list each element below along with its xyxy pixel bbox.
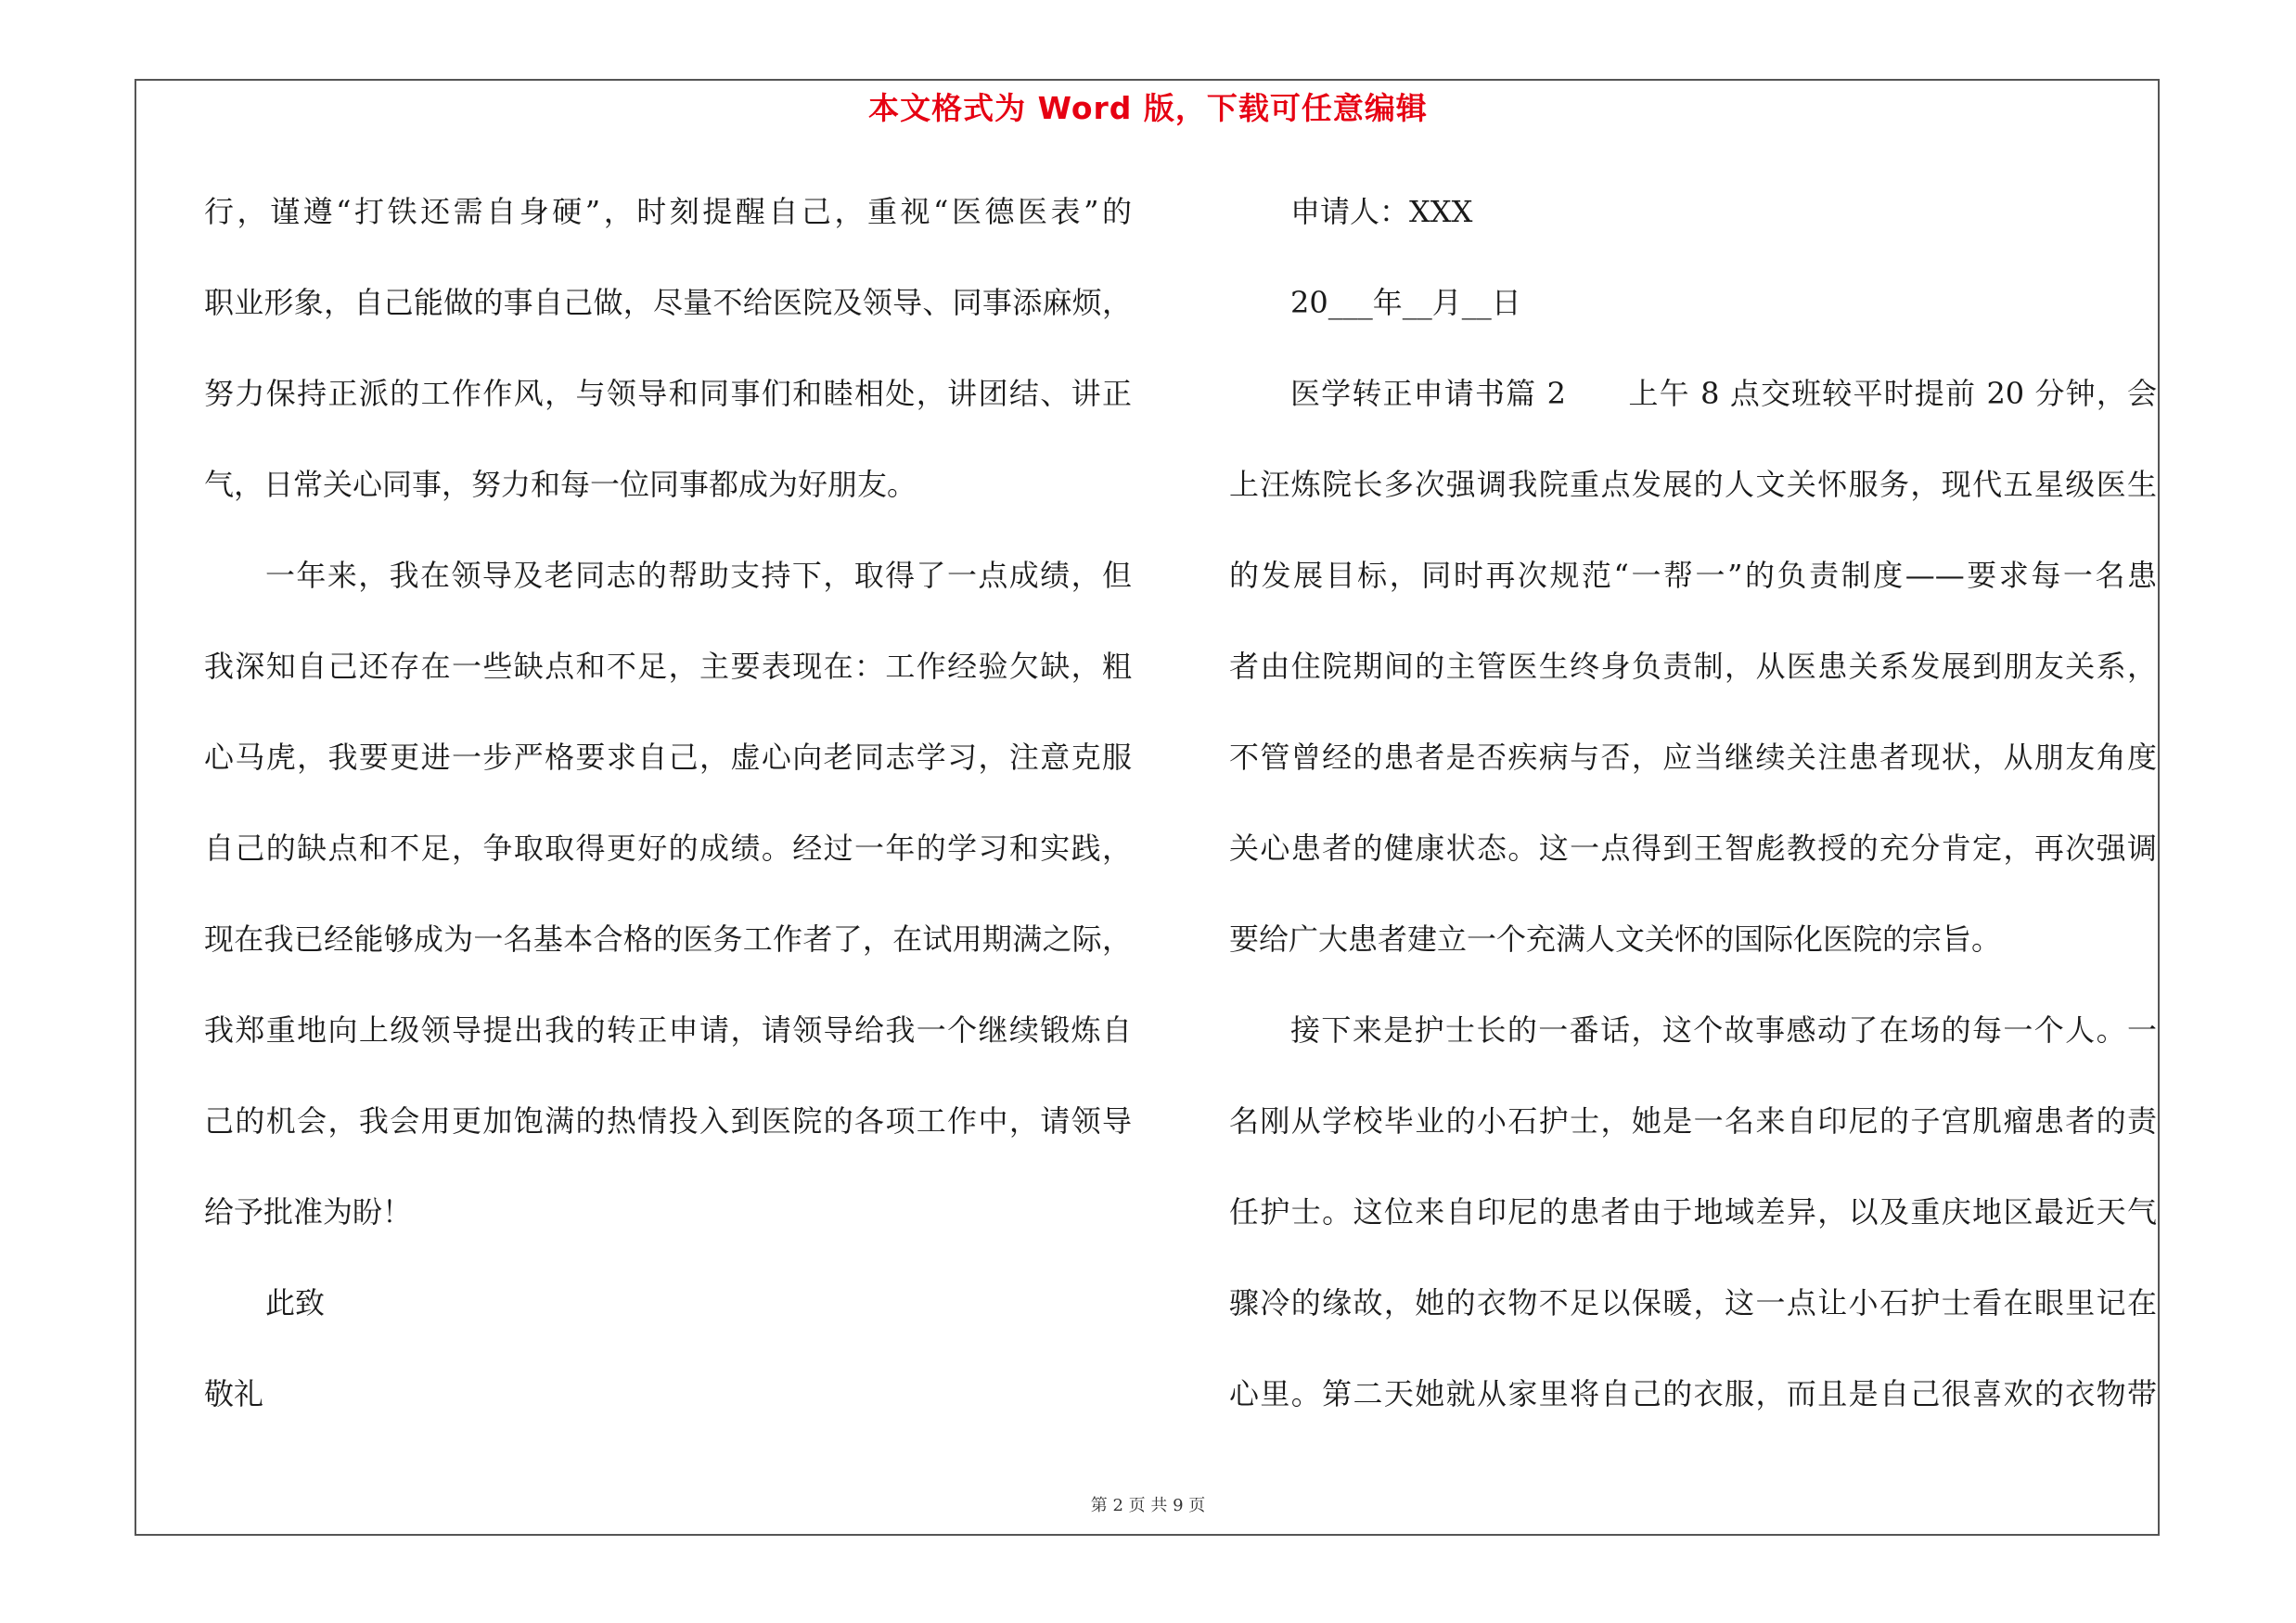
closing-regards: 敬礼 bbox=[204, 1376, 264, 1411]
text-line: 气，日常关心同事，努力和每一位同事都成为好朋友。 bbox=[204, 467, 917, 502]
text-line: 接下来是护士长的一番话，这个故事感动了在场的每一个人。一 bbox=[1290, 1012, 2157, 1048]
text-line: 关心患者的健康状态。这一点得到王智彪教授的充分肯定，再次强调 bbox=[1229, 831, 2157, 866]
text-line: 我深知自己还存在一些缺点和不足，主要表现在：工作经验欠缺，粗 bbox=[204, 649, 1132, 684]
right-column bbox=[1229, 183, 2157, 1456]
section-heading-line: 医学转正申请书篇 2 上午 8 点交班较平时提前 20 分钟，会 bbox=[1290, 376, 2157, 411]
page-number: 第 2 页 共 9 页 bbox=[1090, 1496, 1206, 1515]
text-line: 名刚从学校毕业的小石护士，她是一名来自印尼的子宫肌瘤患者的责 bbox=[1229, 1103, 2157, 1139]
text-line: 职业形象，自己能做的事自己做，尽量不给医院及领导、同事添麻烦， bbox=[204, 285, 1132, 320]
text-line: 上汪炼院长多次强调我院重点发展的人文关怀服务，现代五星级医生 bbox=[1229, 467, 2157, 502]
text-line: 给予批准为盼！ bbox=[204, 1194, 413, 1230]
text-line: 骤冷的缘故，她的衣物不足以保暖，这一点让小石护士看在眼里记在 bbox=[1229, 1285, 2157, 1320]
date-line: 20___年__月__日 bbox=[1290, 285, 1521, 320]
format-banner: 本文格式为 Word 版，下载可任意编辑 bbox=[868, 90, 1428, 126]
text-line: 现在我已经能够成为一名基本合格的医务工作者了，在试用期满之际， bbox=[204, 921, 1132, 957]
text-line: 一年来，我在领导及老同志的帮助支持下，取得了一点成绩，但 bbox=[265, 558, 1132, 593]
text-line: 不管曾经的患者是否疾病与否，应当继续关注患者现状，从朋友角度 bbox=[1229, 740, 2157, 775]
text-line: 己的机会，我会用更加饱满的热情投入到医院的各项工作中，请领导 bbox=[204, 1103, 1132, 1139]
text-line: 心马虎，我要更进一步严格要求自己，虚心向老同志学习，注意克服 bbox=[204, 740, 1132, 775]
closing-salutation: 此致 bbox=[265, 1285, 326, 1320]
text-line: 努力保持正派的工作作风，与领导和同事们和睦相处，讲团结、讲正 bbox=[204, 376, 1132, 411]
left-column bbox=[204, 183, 1132, 1456]
text-line: 心里。第二天她就从家里将自己的衣服，而且是自己很喜欢的衣物带 bbox=[1229, 1376, 2157, 1411]
applicant-signature: 申请人：XXX bbox=[1290, 194, 1473, 229]
text-line: 者由住院期间的主管医生终身负责制，从医患关系发展到朋友关系， bbox=[1229, 649, 2157, 684]
text-line: 我郑重地向上级领导提出我的转正申请，请领导给我一个继续锻炼自 bbox=[204, 1012, 1132, 1048]
text-line: 任护士。这位来自印尼的患者由于地域差异，以及重庆地区最近天气 bbox=[1229, 1194, 2157, 1230]
text-line: 的发展目标，同时再次规范“一帮一”的负责制度——要求每一名患 bbox=[1229, 558, 2157, 593]
text-line: 要给广大患者建立一个充满人文关怀的国际化医院的宗旨。 bbox=[1229, 921, 2002, 957]
text-line: 行，谨遵“打铁还需自身硬”，时刻提醒自己，重视“医德医表”的 bbox=[204, 194, 1132, 229]
text-line: 自己的缺点和不足，争取取得更好的成绩。经过一年的学习和实践， bbox=[204, 831, 1132, 866]
